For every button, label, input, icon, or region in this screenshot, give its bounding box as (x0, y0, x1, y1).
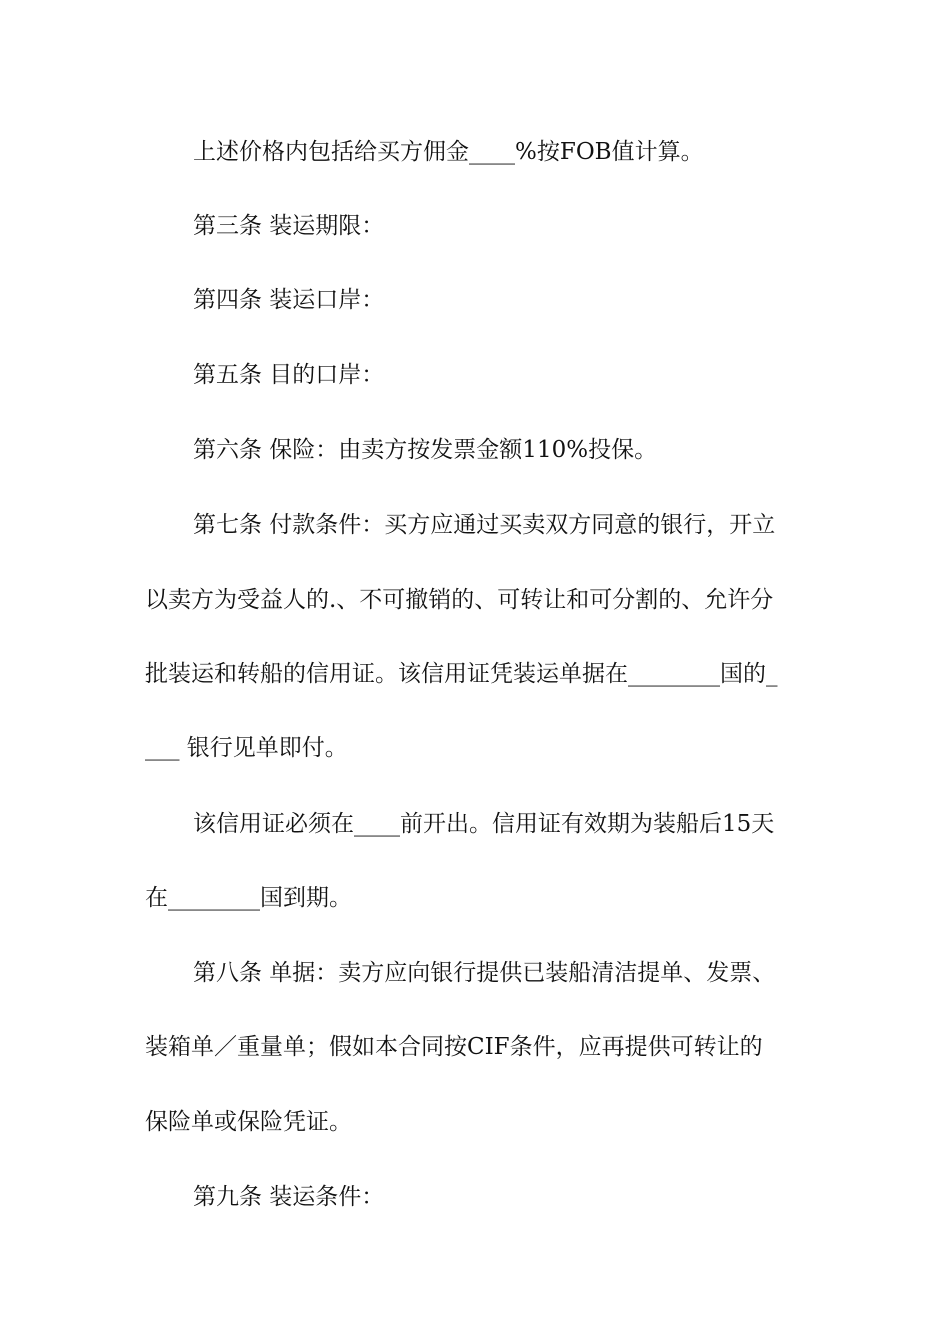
article-8-documents-line-1: 第八条 单据：卖方应向银行提供已装船清洁提单、发票、 (193, 960, 776, 986)
article-7-payment-line-2: 以卖方为受益人的.、不可撤销的、可转让和可分割的、允许分 (145, 587, 774, 613)
article-8-documents-line-2: 装箱单／重量单；假如本合同按CIF条件，应再提供可转让的 (145, 1034, 763, 1060)
price-commission-line: 上述价格内包括给买方佣金____%按FOB值计算。 (193, 139, 704, 165)
article-3-shipment-period: 第三条 装运期限： (193, 213, 385, 239)
article-5-destination-port: 第五条 目的口岸： (193, 362, 385, 388)
credit-validity-line-1: 该信用证必须在____前开出。信用证有效期为装船后15天 (193, 811, 775, 837)
article-7-payment-line-4: ___ 银行见单即付。 (145, 735, 348, 761)
article-7-payment-line-3: 批装运和转船的信用证。该信用证凭装运单据在________国的_ (145, 661, 778, 687)
article-4-loading-port: 第四条 装运口岸： (193, 287, 385, 313)
article-9-shipment-terms: 第九条 装运条件： (193, 1184, 385, 1210)
credit-validity-line-2: 在________国到期。 (145, 885, 352, 911)
article-6-insurance: 第六条 保险：由卖方按发票金额110%投保。 (193, 437, 658, 463)
article-7-payment-line-1: 第七条 付款条件：买方应通过买卖双方同意的银行，开立 (193, 512, 776, 538)
article-8-documents-line-3: 保险单或保险凭证。 (145, 1109, 352, 1135)
